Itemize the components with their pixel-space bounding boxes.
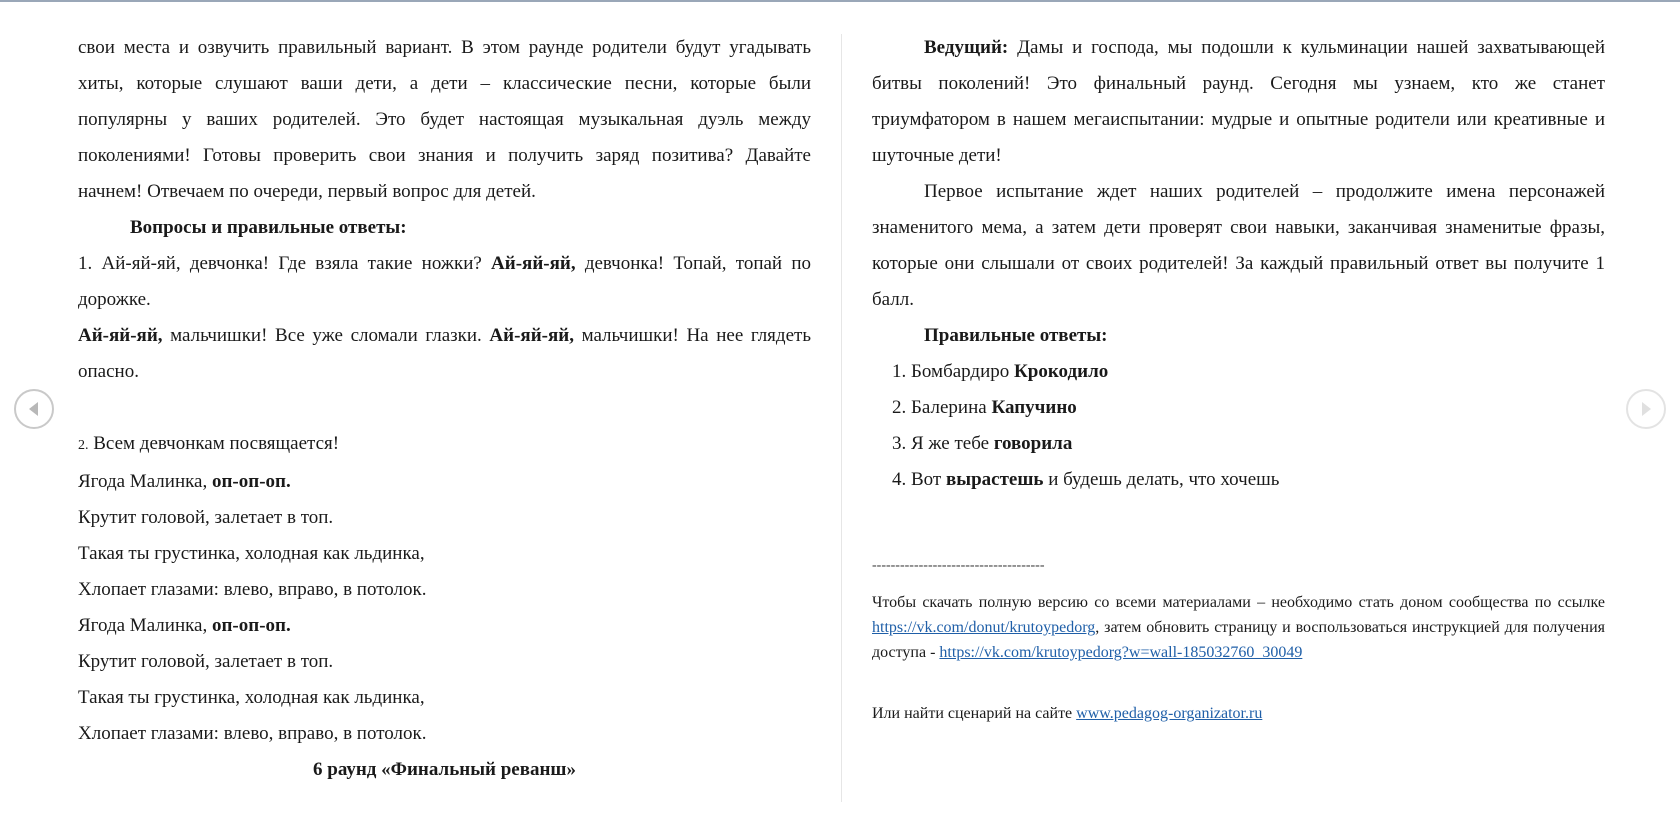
chevron-right-icon bbox=[1638, 400, 1654, 418]
page-divider bbox=[841, 34, 842, 802]
host-label: Ведущий: bbox=[924, 37, 1009, 58]
q1-text-c: девчонка! Топай, топай по дорожке. bbox=[78, 253, 811, 310]
answer-bold: Капучино bbox=[991, 397, 1077, 418]
lyric-line-8: Хлопает глазами: влево, вправо, в потолок. bbox=[78, 723, 427, 744]
questions-heading-text: Вопросы и правильные ответы: bbox=[130, 217, 407, 238]
answers-list bbox=[872, 354, 1605, 498]
footnote-text-b: , затем обновить страницу и воспользоваться инструкцией для получения доступа - bbox=[872, 619, 1605, 661]
question-1-continued bbox=[78, 318, 811, 390]
q1-text-g: мальчишки! На нее глядеть опасно. bbox=[78, 325, 811, 382]
right-page bbox=[872, 30, 1605, 726]
lyric-line-4: Хлопает глазами: влево, вправо, в потолок. bbox=[78, 579, 427, 600]
left-page bbox=[78, 30, 811, 788]
footnote-separator: ------------------------------------- bbox=[872, 558, 1045, 573]
q1-bold-d: Ай-яй-яй, bbox=[78, 325, 163, 346]
q1-bold-b: Ай-яй-яй, bbox=[491, 253, 576, 274]
lyric-line-6: Крутит головой, залетает в топ. bbox=[78, 651, 334, 672]
answer-plain: Балерина bbox=[906, 397, 992, 418]
footnote-text-a: Чтобы скачать полную версию со всеми материалами – необходимо стать доном сообщества по ссылке bbox=[872, 594, 1605, 611]
answer-number: 4. bbox=[892, 469, 907, 490]
round-title-text: 6 раунд «Финальный реванш» bbox=[313, 759, 576, 780]
answer-tail: и будешь делать, что хочешь bbox=[1043, 469, 1280, 490]
q2-title: Всем девчонкам посвящается! bbox=[88, 433, 340, 454]
next-page-button[interactable] bbox=[1626, 389, 1666, 429]
task-paragraph: Первое испытание ждет наших родителей – продолжите имена персонажей знаменитого мема, а затем дети проверят свои навыки, заканчивая знаменитые фразы, которые они слышали от своих родителей! За каждый правильный ответ вы получите 1 балл. bbox=[872, 181, 1605, 310]
site-link[interactable]: www.pedagog-organizator.ru bbox=[1076, 705, 1263, 722]
answer-bold: вырастешь bbox=[945, 469, 1044, 490]
round-title bbox=[78, 752, 811, 788]
chevron-left-icon bbox=[26, 400, 42, 418]
answers-heading bbox=[872, 318, 1605, 354]
answers-heading-text: Правильные ответы: bbox=[924, 325, 1108, 346]
list-item bbox=[872, 354, 1605, 390]
previous-page-button[interactable] bbox=[14, 389, 54, 429]
host-paragraph bbox=[872, 30, 1605, 174]
answer-plain: Бомбардиро bbox=[906, 361, 1015, 382]
site-footnote-text: Или найти сценарий на сайте bbox=[872, 705, 1077, 722]
lyric-line-2: Крутит головой, залетает в топ. bbox=[78, 507, 334, 528]
lyric-1-bold: оп-оп-оп. bbox=[211, 471, 291, 492]
questions-heading bbox=[78, 210, 811, 246]
lyric-line-7: Такая ты грустинка, холодная как льдинка, bbox=[78, 687, 425, 708]
answer-number: 2. bbox=[892, 397, 907, 418]
list-item bbox=[872, 390, 1605, 426]
q1-text-a: 1. Ай-яй-яй, девчонка! Где взяла такие ножки? bbox=[78, 253, 492, 274]
donut-link[interactable]: https://vk.com/donut/krutoypedorg bbox=[872, 619, 1096, 636]
q2-number: 2. bbox=[78, 438, 89, 453]
host-text: Дамы и господа, мы подошли к кульминации нашей захватывающей битвы поколений! Это финальный раунд. Сегодня мы узнаем, кто же станет триумфатором в нашем мегаиспытании: мудрые и опытные родители или креативные и шуточные дети! bbox=[872, 37, 1605, 166]
answer-plain: Я же тебе bbox=[906, 433, 994, 454]
lyric-line-5 bbox=[78, 608, 811, 644]
answer-bold: Крокодило bbox=[1014, 361, 1109, 382]
site-footnote bbox=[872, 701, 1605, 726]
intro-paragraph: свои места и озвучить правильный вариант. В этом раунде родители будут угадывать хиты, которые слушают ваши дети, а дети – классические песни, которые были популярны у ваших родителей. Это будет настоящая музыкальная дуэль между поколениями! Готовы проверить свои знания и получить заряд позитива? Давайте начнем! Отвечаем по очереди, первый вопрос для детей. bbox=[78, 37, 811, 202]
answer-number: 1. bbox=[892, 361, 907, 382]
question-2-title bbox=[78, 426, 811, 464]
answer-number: 3. bbox=[892, 433, 907, 454]
list-item bbox=[872, 426, 1605, 462]
question-1 bbox=[78, 246, 811, 318]
footnote bbox=[872, 590, 1605, 665]
lyric-5-plain: Ягода Малинка, bbox=[78, 615, 212, 636]
top-border bbox=[0, 0, 1680, 2]
blank-line bbox=[78, 390, 811, 426]
wall-post-link[interactable]: https://vk.com/krutoypedorg?w=wall-185032760_30049 bbox=[939, 644, 1303, 661]
list-item bbox=[872, 462, 1605, 498]
lyric-line-1 bbox=[78, 464, 811, 500]
answer-bold: говорила bbox=[993, 433, 1073, 454]
q1-bold-f: Ай-яй-яй, bbox=[489, 325, 574, 346]
q1-text-e: мальчишки! Все уже сломали глазки. bbox=[162, 325, 490, 346]
lyric-line-3: Такая ты грустинка, холодная как льдинка, bbox=[78, 543, 425, 564]
answer-plain: Вот bbox=[906, 469, 946, 490]
lyric-1-plain: Ягода Малинка, bbox=[78, 471, 212, 492]
lyric-5-bold: оп-оп-оп. bbox=[211, 615, 291, 636]
